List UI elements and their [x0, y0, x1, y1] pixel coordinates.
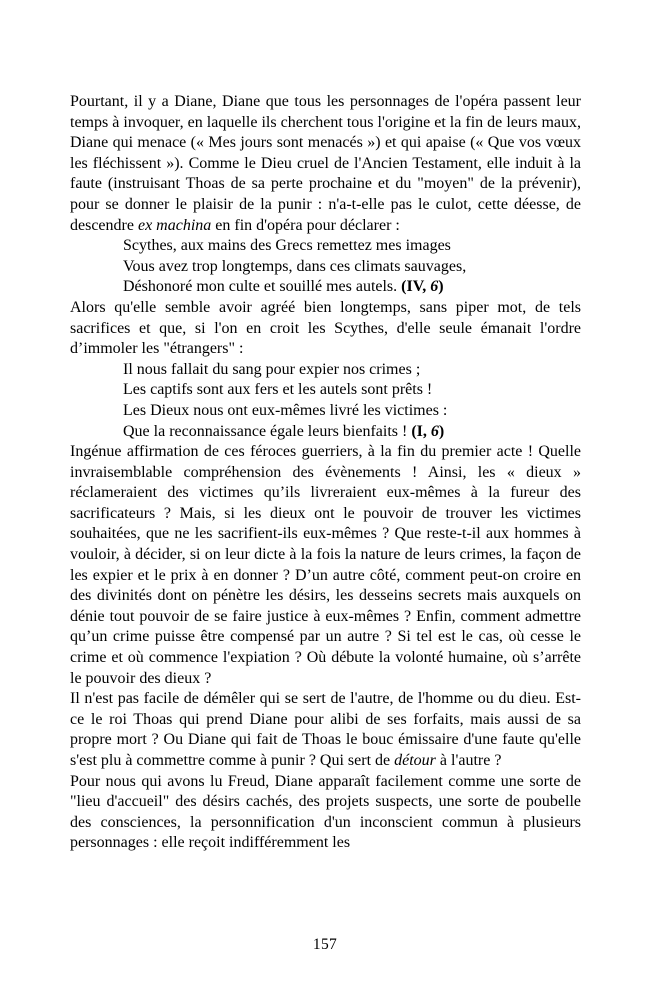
paragraph — [70, 92, 581, 236]
text-run: Les Dieux nous ont eux-mêmes livré les victimes : — [123, 401, 448, 419]
text-run: Alors qu'elle semble avoir agréé bien longtemps, sans piper mot, de tels sacrifices et que, si l'on en croit les Scythes, d'elle seule émanait l'ordre d’immoler les "étrangers" : — [70, 298, 581, 358]
text-run: Que la reconnaissance égale leurs bienfaits ! — [123, 422, 412, 440]
paragraph — [70, 298, 581, 360]
verse-quote — [123, 360, 581, 442]
verse-line — [123, 422, 581, 443]
italic-text-run: ex machina — [137, 216, 212, 234]
text-run: Pourtant, il y a Diane, Diane que tous les personnages de l'opéra passent leur temps à invoquer, en laquelle ils cherchent tous l'origine et la fin de leurs maux, Diane qui menace (« Mes jours sont menacés ») et qui apaise (« Que vos vœux les fléchissent »). Comme le Dieu cruel de l'Ancien Testament, elle induit à la faute (instruisant Thoas de sa perte prochaine et du "moyen" de la prévenir), pour se donner le plaisir de la punir : n'a-t-elle pas le culot, cette déesse, de descendre — [70, 93, 581, 234]
text-run: Vous avez trop longtemps, dans ces climats sauvages, — [123, 257, 467, 275]
text-run: en fin d'opéra pour déclarer : — [211, 216, 400, 234]
text-run: à l'autre ? — [435, 752, 502, 769]
paragraph — [70, 772, 581, 854]
text-column — [70, 92, 581, 854]
text-run: Il n'est pas facile de démêler qui se sert de l'autre, de l'homme ou du dieu. Est-ce le roi Thoas qui prend Diane pour alibi de ses forfaits, mais aussi de sa propre mort ? Ou Diane qui fait de Thoas le bouc émissaire d'une faute qu'elle s'est plu à commettre comme à punir ? Qui sert de — [70, 690, 581, 769]
verse-line — [123, 360, 581, 381]
verse-quote — [123, 236, 581, 298]
text-run: Il nous fallait du sang pour expier nos crimes ; — [123, 360, 421, 378]
text-run: Les captifs sont aux fers et les autels sont prêts ! — [123, 381, 433, 399]
verse-line — [123, 257, 581, 278]
italic-text-run: détour — [394, 752, 436, 769]
verse-line — [123, 277, 581, 298]
citation-reference: (I, — [411, 422, 431, 440]
citation-scene-number: 6 — [430, 422, 439, 440]
text-run: Ingénue affirmation de ces féroces guerriers, à la fin du premier acte ! Quelle invraisemblable compréhension des évènements ! Ainsi, les « dieux » réclameraient des victimes qu’ils livreraient eux-mêmes à la fureur des sacrificateurs ? Mais, si les dieux ont le pouvoir de trouver les victimes souhaitées, que ne les sacrifient-ils eux-mêmes ? Que reste-t-il aux hommes à vouloir, à décider, si on leur dicte à la fois la nature de leurs crimes, la façon de les expier et le prix à en donner ? D’un autre côté, comment peut-on croire en des divinités dont on pénètre les désirs, les desseins secrets mais auxquels on dénie tout pouvoir de se faire justice à eux-mêmes ? Enfin, comment admettre qu’un crime puisse être compensé par un autre ? Si tel est le cas, où cesse le crime et où commence l'expiation ? Où débute la volonté humaine, où s’arrête le pouvoir des dieux ? — [70, 443, 581, 687]
verse-line — [123, 380, 581, 401]
page-footer — [0, 936, 650, 954]
text-run: Pour nous qui avons lu Freud, Diane apparaît facilement comme une sorte de "lieu d'accueil" des désirs cachés, des projets suspects, une sorte de poubelle des consciences, la personnification d'un inconscient commun à plusieurs personnages : elle reçoit indifféremment les — [70, 772, 581, 852]
text-run: Déshonoré mon culte et souillé mes autels. — [123, 278, 402, 296]
verse-line — [123, 236, 581, 257]
paragraph — [70, 442, 581, 689]
citation-close-paren: ) — [438, 278, 444, 296]
citation-scene-number: 6 — [430, 278, 439, 296]
citation-reference: (IV, — [401, 278, 431, 296]
citation-close-paren: ) — [438, 422, 445, 440]
text-run: Scythes, aux mains des Grecs remettez mes images — [123, 237, 451, 255]
verse-line — [123, 401, 581, 422]
page-number: 157 — [312, 936, 338, 953]
paragraph — [70, 689, 581, 771]
